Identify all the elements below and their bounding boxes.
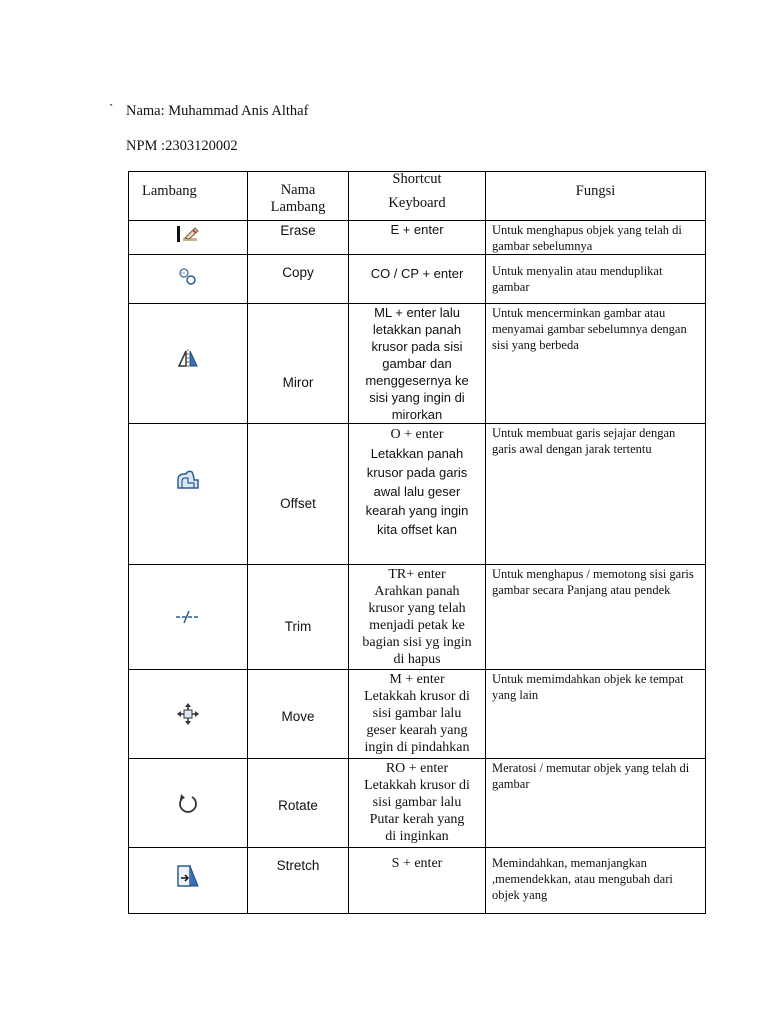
shortcut-line: RO + enter bbox=[385, 761, 449, 776]
lambang-cell bbox=[129, 221, 248, 255]
shortcut-line: krusor yang telah bbox=[368, 601, 466, 616]
header-fungsi: Fungsi bbox=[486, 172, 706, 221]
trim-icon bbox=[174, 609, 202, 630]
offset-icon bbox=[175, 468, 201, 497]
shortcut-line: M + enter bbox=[389, 672, 445, 687]
table-row bbox=[129, 848, 706, 914]
command-table bbox=[128, 171, 706, 914]
header-shortcut bbox=[349, 172, 486, 221]
header-lambang: Lambang bbox=[129, 172, 248, 221]
shortcut-line: menggesernya ke bbox=[365, 373, 469, 388]
shortcut-cell bbox=[349, 221, 486, 255]
shortcut-line: bagian sisi yg ingin bbox=[362, 635, 472, 650]
lambang-cell bbox=[129, 848, 248, 914]
shortcut-line: CO / CP + enter bbox=[370, 266, 464, 281]
mirror-icon bbox=[177, 348, 199, 375]
fungsi-cell: Untuk menghapus / memotong sisi garis gambar secara Panjang atau pendek bbox=[486, 565, 706, 670]
shortcut-cell bbox=[349, 424, 486, 565]
shortcut-line: gambar dan bbox=[382, 356, 452, 371]
name-cell: Copy bbox=[248, 255, 349, 304]
shortcut-line: Putar kerah yang bbox=[369, 812, 465, 827]
fungsi-cell: Meratosi / memutar objek yang telah di gambar bbox=[486, 759, 706, 848]
shortcut-line: kita offset kan bbox=[377, 522, 457, 537]
shortcut-line: sisi yang ingin di bbox=[369, 390, 465, 405]
table-row bbox=[129, 221, 706, 255]
shortcut-cell bbox=[349, 848, 486, 914]
table-row bbox=[129, 424, 706, 565]
shortcut-line: ML + enter lalu bbox=[374, 305, 460, 320]
shortcut-line: S + enter bbox=[391, 856, 443, 871]
copy-icon bbox=[177, 266, 199, 293]
shortcut-line: geser kearah yang bbox=[366, 723, 468, 738]
name-cell: Offset bbox=[248, 424, 349, 565]
shortcut-cell bbox=[349, 670, 486, 759]
shortcut-line: di hapus bbox=[393, 652, 441, 667]
fungsi-cell: Untuk menghapus objek yang telah di gambar sebelumnya bbox=[486, 221, 706, 255]
shortcut-cell bbox=[349, 304, 486, 424]
shortcut-line: E + enter bbox=[390, 222, 444, 237]
fungsi-cell: Untuk memimdahkan objek ke tempat yang lain bbox=[486, 670, 706, 759]
shortcut-cell bbox=[349, 255, 486, 304]
header-nama-line1: Nama bbox=[280, 182, 316, 198]
table-row bbox=[129, 759, 706, 848]
shortcut-line: Letakkan panah bbox=[370, 446, 464, 461]
shortcut-cell bbox=[349, 759, 486, 848]
student-name: Nama: Muhammad Anis Althaf bbox=[126, 103, 309, 119]
shortcut-line: letakkan panah bbox=[372, 322, 462, 337]
header-nama-line2: Lambang bbox=[270, 199, 326, 215]
fungsi-cell: Untuk membuat garis sejajar dengan garis awal dengan jarak tertentu bbox=[486, 424, 706, 565]
table-row bbox=[129, 255, 706, 304]
shortcut-line: TR+ enter bbox=[388, 567, 446, 582]
shortcut-line: Letakkah krusor di bbox=[364, 689, 470, 704]
name-cell: Move bbox=[248, 670, 349, 759]
header-shortcut-line2: Keyboard bbox=[388, 195, 446, 211]
shortcut-line: krusor pada garis bbox=[366, 465, 468, 480]
header-shortcut-line1: Shortcut bbox=[392, 171, 442, 187]
shortcut-line: di inginkan bbox=[385, 829, 449, 844]
stray-mark: ` bbox=[109, 101, 114, 116]
name-cell: Erase bbox=[248, 221, 349, 255]
table-header-row bbox=[129, 172, 706, 221]
header-nama-lambang bbox=[248, 172, 349, 221]
lambang-cell bbox=[129, 670, 248, 759]
shortcut-line: sisi gambar lalu bbox=[372, 795, 462, 810]
fungsi-cell: Untuk menyalin atau menduplikat gambar bbox=[486, 255, 706, 304]
stretch-icon bbox=[175, 863, 201, 894]
rotate-icon bbox=[176, 792, 200, 821]
shortcut-line: mirorkan bbox=[391, 407, 443, 422]
name-cell: Stretch bbox=[248, 848, 349, 914]
fungsi-cell: Untuk mencerminkan gambar atau menyamai gambar sebelumnya dengan sisi yang berbeda bbox=[486, 304, 706, 424]
name-cell: Trim bbox=[248, 565, 349, 670]
lambang-cell bbox=[129, 304, 248, 424]
lambang-cell bbox=[129, 565, 248, 670]
lambang-cell bbox=[129, 255, 248, 304]
lambang-cell bbox=[129, 759, 248, 848]
table-row bbox=[129, 304, 706, 424]
fungsi-cell: Memindahkan, memanjangkan ,memendekkan, atau mengubah dari objek yang bbox=[486, 848, 706, 914]
erase-icon bbox=[175, 224, 201, 249]
shortcut-line: ingin di pindahkan bbox=[364, 740, 470, 755]
shortcut-line: awal lalu geser bbox=[373, 484, 461, 499]
move-icon bbox=[176, 702, 200, 731]
table-row bbox=[129, 565, 706, 670]
shortcut-line: krusor pada sisi bbox=[371, 339, 463, 354]
shortcut-line: kearah yang ingin bbox=[365, 503, 469, 518]
shortcut-cell bbox=[349, 565, 486, 670]
shortcut-line: sisi gambar lalu bbox=[372, 706, 462, 721]
lambang-cell bbox=[129, 424, 248, 565]
shortcut-line: Letakkah krusor di bbox=[364, 778, 470, 793]
name-cell: Miror bbox=[248, 304, 349, 424]
shortcut-line: menjadi petak ke bbox=[369, 618, 465, 633]
student-npm: NPM :2303120002 bbox=[126, 138, 238, 154]
table-row bbox=[129, 670, 706, 759]
shortcut-line: O + enter bbox=[390, 427, 444, 442]
shortcut-line: Arahkan panah bbox=[374, 584, 460, 599]
name-cell: Rotate bbox=[248, 759, 349, 848]
